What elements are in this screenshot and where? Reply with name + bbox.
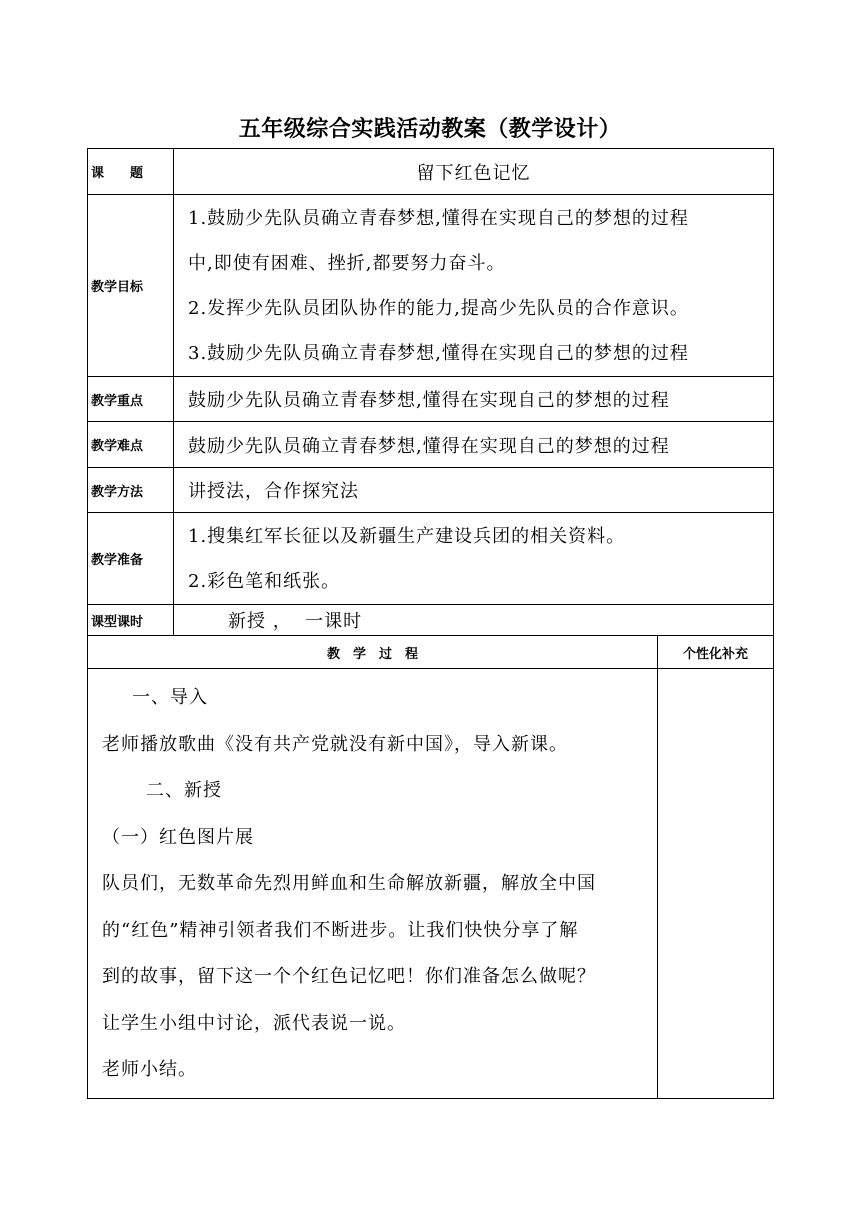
topic-label: 课 题 <box>88 149 174 195</box>
difficulties-value: 鼓励少先队员确立青春梦想,懂得在实现自己的梦想的过程 <box>174 422 774 468</box>
process-line: （一）红色图片展 <box>102 826 254 848</box>
process-line: 的“红色”精神引领者我们不断进步。让我们快快分享了解 <box>102 919 579 941</box>
goal-line: 2.发挥少先队员团队协作的能力,提高少先队员的合作意识。 <box>188 297 689 319</box>
methods-row <box>88 468 774 513</box>
goal-line: 3.鼓励少先队员确立青春梦想,懂得在实现自己的梦想的过程 <box>188 342 689 364</box>
lesson-type-label: 课型课时 <box>88 605 174 636</box>
process-line: 让学生小组中讨论，派代表说一说。 <box>102 1012 406 1034</box>
difficulties-row <box>88 422 774 468</box>
preparation-row <box>88 513 774 605</box>
process-line: 一、导入 <box>132 687 208 708</box>
supplement-header: 个性化补充 <box>658 636 774 669</box>
goal-line: 中,即使有困难、挫折,都要努力奋斗。 <box>188 252 506 274</box>
goal-line: 1.鼓励少先队员确立青春梦想,懂得在实现自己的梦想的过程 <box>188 207 689 229</box>
methods-value: 讲授法，合作探究法 <box>174 468 774 513</box>
process-line: 到的故事，留下这一个个红色记忆吧！你们准备怎么做呢？ <box>102 966 596 987</box>
key-points-row <box>88 377 774 422</box>
difficulties-label: 教学难点 <box>88 422 174 468</box>
process-header-row <box>88 636 774 669</box>
process-content <box>88 669 658 1099</box>
preparation-value <box>174 513 774 605</box>
process-header: 教 学 过 程 <box>88 636 658 669</box>
methods-label: 教学方法 <box>88 468 174 513</box>
supplement-content <box>658 669 774 1099</box>
goals-label: 教学目标 <box>88 195 174 377</box>
key-points-label: 教学重点 <box>88 377 174 422</box>
lesson-plan-table <box>87 148 774 1099</box>
lesson-type-row <box>88 605 774 636</box>
preparation-line: 1.搜集红军长征以及新疆生产建设兵团的相关资料。 <box>188 525 626 547</box>
topic-row <box>88 149 774 195</box>
process-line: 老师播放歌曲《没有共产党就没有新中国》，导入新课。 <box>102 733 568 755</box>
process-line: 队员们，无数革命先烈用鲜血和生命解放新疆，解放全中国 <box>102 873 596 894</box>
lesson-type-value: 新授 ， 一课时 <box>174 605 774 636</box>
topic-value: 留下红色记忆 <box>174 149 774 195</box>
process-line: 二、新授 <box>146 780 222 801</box>
process-content-row <box>88 669 774 1099</box>
document-title: 五年级综合实践活动教案（教学设计） <box>238 117 622 142</box>
key-points-value: 鼓励少先队员确立青春梦想,懂得在实现自己的梦想的过程 <box>174 377 774 422</box>
preparation-label: 教学准备 <box>88 513 174 605</box>
process-line: 老师小结。 <box>102 1059 197 1080</box>
goals-row <box>88 195 774 377</box>
preparation-line: 2.彩色笔和纸张。 <box>188 570 341 592</box>
goals-value <box>174 195 774 377</box>
